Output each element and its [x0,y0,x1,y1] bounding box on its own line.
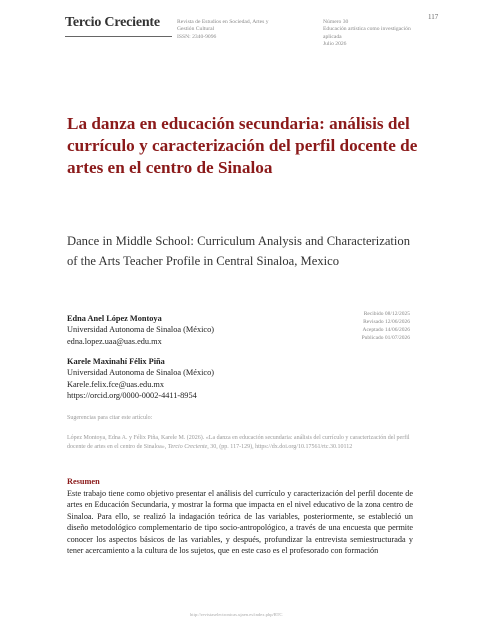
citation-text-part: López Montoya, Edna A. y Félix Piña, Karele M. (2026). «La danza en educación secundaria: análisis del currículo y caracterización del perfil docente de artes en el centro de Sinaloa», [67,435,410,450]
author-email-link[interactable]: edna.lopez.uaa@uas.edu.mx [67,336,162,346]
journal-info-line: ISSN: 2340-9096 [177,33,217,40]
author-orcid-link[interactable]: https://orcid.org/0000-0002-4411-8954 [67,391,197,400]
author-name: Karele Maxinahí Félix Piña [67,357,165,366]
journal-info [177,19,297,41]
author-block [67,356,327,402]
article-title-spanish: La danza en educación secundaria: análisis del currículo y caracterización del perfil docente de artes en el centro de Sinaloa [67,114,418,177]
issue-info-line: Educación artística como investigación [323,26,411,33]
journal-info-line: Revista de Estudios en Sociedad, Artes y [177,19,269,25]
author-block [67,313,327,347]
issue-info [323,19,423,48]
issue-info-line: Número 30 [323,19,349,25]
issue-info-line: Julio 2026 [323,40,347,47]
journal-title-underline [65,36,172,37]
journal-info-line: Gestión Cultural [177,26,215,33]
author-affiliation: Universidad Autonoma de Sinaloa (México) [67,368,215,377]
footer-url-link[interactable]: http://revistaselectronicas.ujaen.es/index.php/RTC [190,612,283,617]
abstract-heading: Resumen [67,477,100,486]
article-title-english: Dance in Middle School: Curriculum Analysis and Characterization of the Arts Teacher Profile in Central Sinaloa, Mexico [67,234,410,268]
date-published: Publicado 01/07/2026 [361,335,410,341]
citation-label: Sugerencias para citar este artículo: [67,415,153,421]
author-email-link[interactable]: Karele.felix.fce@uas.edu.mx [67,379,165,389]
publication-dates [330,310,410,342]
page-number: 117 [428,13,439,21]
author-affiliation: Universidad Autonoma de Sinaloa (México) [67,325,215,334]
date-received: Recibido 08/12/2025 [363,311,410,317]
abstract-body: Este trabajo tiene como objetivo presentar el análisis del currículo y caracterización del perfil docente de artes en Educación Secundaria, y mostrar la forma que impacta en el nivel educativo de la zona centro de Sinaloa. Para ello, se realizó la indagación teórica de las variables, posteriormente, se estableció un diseño metodológico complementario de tipo socio-antropológico, a través de una encuesta que permite conocer los aspectos básicos de las variables, y después, profundizar la entrevista semiestructurada y tener acercamiento a la cultura de los sujetos, que en este caso es el profesorado con formación [67,489,413,556]
author-name: Edna Anel López Montoya [67,314,162,323]
citation-text-part: , 30, (pp. 117-129), https://dx.doi.org/10.17561/rtc.30.10112 [207,443,353,450]
journal-title: Tercio Creciente [65,15,160,30]
date-accepted: Aceptado 14/06/2026 [362,327,410,333]
date-revised: Revisado 12/06/2026 [363,319,410,325]
citation-journal-name: Tercio Creciente [167,443,208,450]
citation-text [67,434,412,452]
issue-info-line: aplicada [323,33,342,40]
